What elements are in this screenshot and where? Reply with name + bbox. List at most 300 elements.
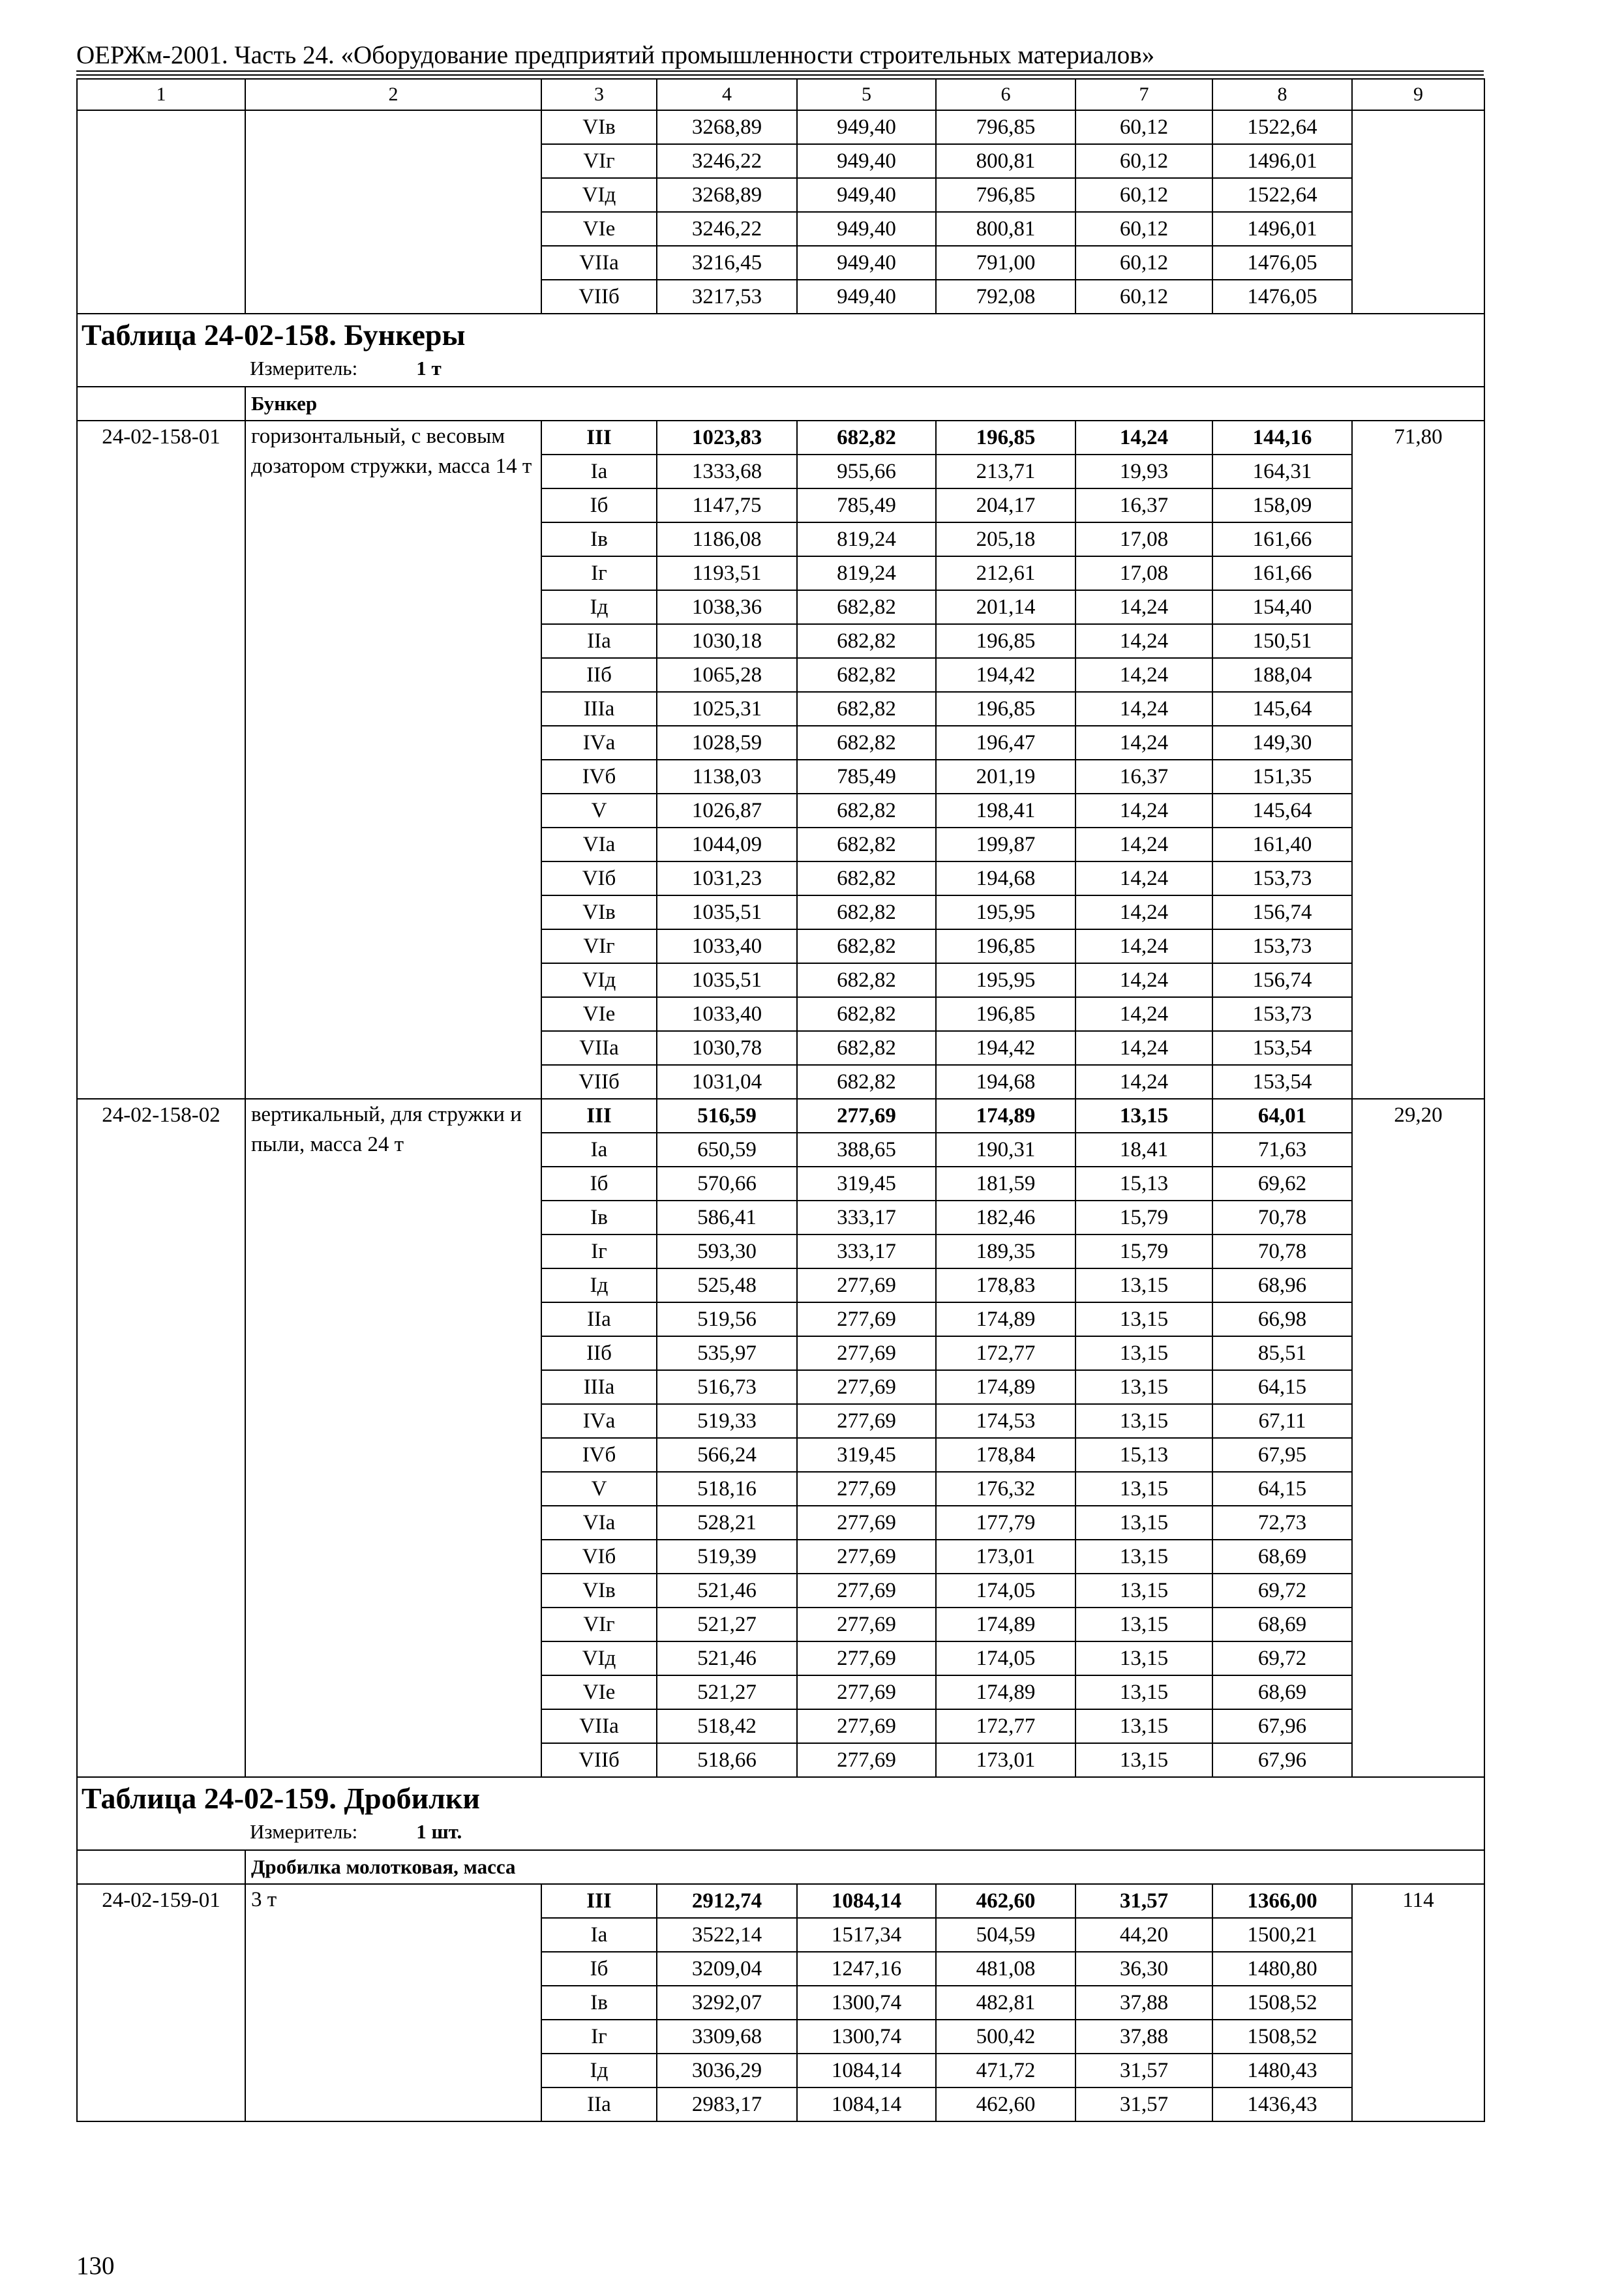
value-cell: 194,68 [936, 1065, 1075, 1099]
value-cell: 277,69 [797, 1675, 936, 1709]
value-cell: 14,24 [1075, 963, 1212, 997]
column-9-value: 71,80 [1352, 421, 1484, 1099]
zone-cell: Iв [541, 522, 657, 556]
value-cell: 3292,07 [657, 1986, 797, 2020]
zone-cell: VIв [541, 110, 657, 144]
zone-cell: IIб [541, 658, 657, 692]
zone-cell: VIв [541, 895, 657, 929]
value-cell: 182,46 [936, 1201, 1075, 1234]
value-cell: 682,82 [797, 828, 936, 861]
value-cell: 277,69 [797, 1540, 936, 1574]
zone-cell: IIа [541, 1302, 657, 1336]
measure-value: 1 т [416, 357, 442, 380]
value-cell: 17,08 [1075, 522, 1212, 556]
table-title: Таблица 24-02-158. Бункеры [82, 318, 466, 352]
value-cell: 2912,74 [657, 1884, 797, 1918]
item-code: 24-02-159-01 [77, 1884, 245, 2121]
value-cell: 481,08 [936, 1952, 1075, 1986]
zone-cell: VIа [541, 1506, 657, 1540]
value-cell: 682,82 [797, 794, 936, 828]
value-cell: 519,56 [657, 1302, 797, 1336]
value-cell: 154,40 [1212, 590, 1352, 624]
value-cell: 1065,28 [657, 658, 797, 692]
value-cell: 14,24 [1075, 929, 1212, 963]
measure-label: Измеритель: [250, 1820, 358, 1843]
value-cell: 68,69 [1212, 1608, 1352, 1641]
value-cell: 2983,17 [657, 2087, 797, 2121]
value-cell: 3246,22 [657, 144, 797, 178]
value-cell: 14,24 [1075, 1031, 1212, 1065]
value-cell: 277,69 [797, 1472, 936, 1506]
value-cell: 190,31 [936, 1133, 1075, 1167]
column-number-cell: 3 [541, 79, 657, 110]
value-cell: 949,40 [797, 178, 936, 212]
value-cell: 174,89 [936, 1099, 1075, 1133]
group-blank-cell [77, 1850, 245, 1884]
value-cell: 1026,87 [657, 794, 797, 828]
value-cell: 17,08 [1075, 556, 1212, 590]
value-cell: 174,89 [936, 1302, 1075, 1336]
zone-cell: III [541, 1099, 657, 1133]
value-cell: 176,32 [936, 1472, 1075, 1506]
value-cell: 60,12 [1075, 280, 1212, 314]
item-name [245, 110, 541, 314]
value-cell: 1480,43 [1212, 2054, 1352, 2087]
value-cell: 18,41 [1075, 1133, 1212, 1167]
value-cell: 3036,29 [657, 2054, 797, 2087]
value-cell: 64,01 [1212, 1099, 1352, 1133]
value-cell: 819,24 [797, 556, 936, 590]
value-cell: 64,15 [1212, 1370, 1352, 1404]
zone-cell: III [541, 421, 657, 455]
value-cell: 277,69 [797, 1302, 936, 1336]
value-cell: 153,54 [1212, 1065, 1352, 1099]
value-cell: 3246,22 [657, 212, 797, 246]
value-cell: 67,96 [1212, 1743, 1352, 1777]
table-row [77, 1884, 1484, 1918]
value-cell: 682,82 [797, 421, 936, 455]
item-code: 24-02-158-02 [77, 1099, 245, 1777]
zone-cell: VIд [541, 178, 657, 212]
value-cell: 518,42 [657, 1709, 797, 1743]
zone-cell: Iв [541, 1201, 657, 1234]
value-cell: 682,82 [797, 1031, 936, 1065]
table-row [77, 421, 1484, 455]
value-cell: 593,30 [657, 1234, 797, 1268]
value-cell: 13,15 [1075, 1506, 1212, 1540]
column-number-cell: 9 [1352, 79, 1484, 110]
value-cell: 3209,04 [657, 1952, 797, 1986]
value-cell: 13,15 [1075, 1268, 1212, 1302]
value-cell: 67,95 [1212, 1438, 1352, 1472]
value-cell: 1500,21 [1212, 1918, 1352, 1952]
value-cell: 819,24 [797, 522, 936, 556]
value-cell: 1522,64 [1212, 178, 1352, 212]
value-cell: 388,65 [797, 1133, 936, 1167]
zone-cell: Iб [541, 1167, 657, 1201]
column-number-cell: 7 [1075, 79, 1212, 110]
value-cell: 212,61 [936, 556, 1075, 590]
value-cell: 1031,04 [657, 1065, 797, 1099]
value-cell: 204,17 [936, 488, 1075, 522]
value-cell: 1436,43 [1212, 2087, 1352, 2121]
value-cell: 37,88 [1075, 2020, 1212, 2054]
value-cell: 13,15 [1075, 1336, 1212, 1370]
value-cell: 150,51 [1212, 624, 1352, 658]
zone-cell: VIе [541, 212, 657, 246]
zone-cell: VIв [541, 1574, 657, 1608]
value-cell: 201,19 [936, 760, 1075, 794]
value-cell: 1300,74 [797, 1986, 936, 2020]
page-number: 130 [76, 2252, 115, 2280]
column-9-value: 29,20 [1352, 1099, 1484, 1777]
column-number-cell: 5 [797, 79, 936, 110]
value-cell: 1496,01 [1212, 144, 1352, 178]
group-label: Бункер [245, 387, 1484, 421]
value-cell: 37,88 [1075, 1986, 1212, 2020]
value-cell: 682,82 [797, 624, 936, 658]
column-number-cell: 4 [657, 79, 797, 110]
value-cell: 70,78 [1212, 1234, 1352, 1268]
value-cell: 3268,89 [657, 110, 797, 144]
value-cell: 949,40 [797, 110, 936, 144]
zone-cell: V [541, 794, 657, 828]
zone-cell: Iг [541, 1234, 657, 1268]
value-cell: 31,57 [1075, 2054, 1212, 2087]
zone-cell: III [541, 1884, 657, 1918]
value-cell: 3216,45 [657, 246, 797, 280]
zone-cell: IIIа [541, 692, 657, 726]
value-cell: 1508,52 [1212, 2020, 1352, 2054]
zone-cell: V [541, 1472, 657, 1506]
value-cell: 177,79 [936, 1506, 1075, 1540]
value-cell: 14,24 [1075, 794, 1212, 828]
page-header: ОЕРЖм-2001. Часть 24. «Оборудование предприятий промышленности строительных материалов» [76, 41, 1155, 69]
header-rule [76, 70, 1484, 76]
value-cell: 1084,14 [797, 2087, 936, 2121]
value-cell: 161,66 [1212, 556, 1352, 590]
value-cell: 64,15 [1212, 1472, 1352, 1506]
zone-cell: IIб [541, 1336, 657, 1370]
value-cell: 586,41 [657, 1201, 797, 1234]
table-title: Таблица 24-02-159. Дробилки [82, 1782, 480, 1815]
value-cell: 1476,05 [1212, 246, 1352, 280]
value-cell: 198,41 [936, 794, 1075, 828]
value-cell: 60,12 [1075, 144, 1212, 178]
value-cell: 68,96 [1212, 1268, 1352, 1302]
column-number-cell: 2 [245, 79, 541, 110]
value-cell: 521,27 [657, 1675, 797, 1709]
zone-cell: VIб [541, 861, 657, 895]
value-cell: 13,15 [1075, 1540, 1212, 1574]
zone-cell: Iд [541, 590, 657, 624]
value-cell: 566,24 [657, 1438, 797, 1472]
value-cell: 161,66 [1212, 522, 1352, 556]
zone-cell: VIг [541, 1608, 657, 1641]
value-cell: 19,93 [1075, 455, 1212, 488]
value-cell: 173,01 [936, 1743, 1075, 1777]
value-cell: 570,66 [657, 1167, 797, 1201]
value-cell: 201,14 [936, 590, 1075, 624]
value-cell: 1028,59 [657, 726, 797, 760]
value-cell: 158,09 [1212, 488, 1352, 522]
group-row [77, 1850, 1484, 1884]
value-cell: 181,59 [936, 1167, 1075, 1201]
measure-line [82, 353, 1479, 383]
value-cell: 1508,52 [1212, 1986, 1352, 2020]
value-cell: 1038,36 [657, 590, 797, 624]
value-cell: 174,89 [936, 1608, 1075, 1641]
value-cell: 174,05 [936, 1641, 1075, 1675]
value-cell: 44,20 [1075, 1918, 1212, 1952]
price-table [76, 78, 1485, 2122]
value-cell: 145,64 [1212, 692, 1352, 726]
column-number-cell: 6 [936, 79, 1075, 110]
value-cell: 277,69 [797, 1743, 936, 1777]
table-body [77, 79, 1484, 2121]
value-cell: 13,15 [1075, 1641, 1212, 1675]
zone-cell: IVа [541, 726, 657, 760]
zone-cell: Iб [541, 488, 657, 522]
value-cell: 277,69 [797, 1370, 936, 1404]
zone-cell: Iа [541, 455, 657, 488]
zone-cell: VIг [541, 929, 657, 963]
value-cell: 516,73 [657, 1370, 797, 1404]
value-cell: 13,15 [1075, 1608, 1212, 1641]
value-cell: 949,40 [797, 144, 936, 178]
value-cell: 196,85 [936, 624, 1075, 658]
value-cell: 521,46 [657, 1641, 797, 1675]
value-cell: 1084,14 [797, 2054, 936, 2087]
value-cell: 682,82 [797, 1065, 936, 1099]
value-cell: 3217,53 [657, 280, 797, 314]
value-cell: 1030,78 [657, 1031, 797, 1065]
value-cell: 796,85 [936, 178, 1075, 212]
value-cell: 1035,51 [657, 963, 797, 997]
value-cell: 277,69 [797, 1506, 936, 1540]
value-cell: 31,57 [1075, 2087, 1212, 2121]
value-cell: 70,78 [1212, 1201, 1352, 1234]
table-title-row [77, 314, 1484, 387]
value-cell: 178,83 [936, 1268, 1075, 1302]
value-cell: 195,95 [936, 963, 1075, 997]
value-cell: 14,24 [1075, 895, 1212, 929]
value-cell: 525,48 [657, 1268, 797, 1302]
value-cell: 14,24 [1075, 997, 1212, 1031]
value-cell: 153,73 [1212, 861, 1352, 895]
value-cell: 178,84 [936, 1438, 1075, 1472]
zone-cell: VIг [541, 144, 657, 178]
value-cell: 13,15 [1075, 1675, 1212, 1709]
value-cell: 13,15 [1075, 1404, 1212, 1438]
table-row [77, 1099, 1484, 1133]
item-name: горизонтальный, с весовым дозатором стружки, масса 14 т [245, 421, 541, 1099]
value-cell: 319,45 [797, 1438, 936, 1472]
item-name: 3 т [245, 1884, 541, 2121]
value-cell: 277,69 [797, 1099, 936, 1133]
value-cell: 156,74 [1212, 963, 1352, 997]
column-number-row [77, 79, 1484, 110]
value-cell: 13,15 [1075, 1472, 1212, 1506]
value-cell: 682,82 [797, 590, 936, 624]
value-cell: 518,66 [657, 1743, 797, 1777]
value-cell: 521,46 [657, 1574, 797, 1608]
item-name: вертикальный, для стружки и пыли, масса 24 т [245, 1099, 541, 1777]
value-cell: 528,21 [657, 1506, 797, 1540]
value-cell: 172,77 [936, 1709, 1075, 1743]
value-cell: 13,15 [1075, 1709, 1212, 1743]
value-cell: 31,57 [1075, 1884, 1212, 1918]
value-cell: 14,24 [1075, 828, 1212, 861]
zone-cell: VIIа [541, 246, 657, 280]
value-cell: 1186,08 [657, 522, 797, 556]
value-cell: 69,62 [1212, 1167, 1352, 1201]
item-code [77, 110, 245, 314]
value-cell: 164,31 [1212, 455, 1352, 488]
value-cell: 682,82 [797, 692, 936, 726]
column-number-cell: 8 [1212, 79, 1352, 110]
table-title-cell [77, 314, 1484, 387]
value-cell: 1023,83 [657, 421, 797, 455]
zone-cell: Iа [541, 1918, 657, 1952]
value-cell: 682,82 [797, 726, 936, 760]
value-cell: 277,69 [797, 1336, 936, 1370]
group-row [77, 387, 1484, 421]
zone-cell: Iг [541, 2020, 657, 2054]
value-cell: 15,13 [1075, 1167, 1212, 1201]
value-cell: 1031,23 [657, 861, 797, 895]
value-cell: 174,53 [936, 1404, 1075, 1438]
value-cell: 1366,00 [1212, 1884, 1352, 1918]
group-label: Дробилка молотковая, масса [245, 1850, 1484, 1884]
value-cell: 14,24 [1075, 861, 1212, 895]
value-cell: 1138,03 [657, 760, 797, 794]
value-cell: 196,85 [936, 929, 1075, 963]
value-cell: 13,15 [1075, 1099, 1212, 1133]
value-cell: 60,12 [1075, 212, 1212, 246]
value-cell: 174,05 [936, 1574, 1075, 1608]
zone-cell: IIIа [541, 1370, 657, 1404]
value-cell: 519,39 [657, 1540, 797, 1574]
value-cell: 796,85 [936, 110, 1075, 144]
value-cell: 500,42 [936, 2020, 1075, 2054]
value-cell: 67,11 [1212, 1404, 1352, 1438]
value-cell: 16,37 [1075, 488, 1212, 522]
value-cell: 277,69 [797, 1709, 936, 1743]
value-cell: 277,69 [797, 1268, 936, 1302]
value-cell: 1193,51 [657, 556, 797, 590]
value-cell: 516,59 [657, 1099, 797, 1133]
value-cell: 14,24 [1075, 658, 1212, 692]
value-cell: 1480,80 [1212, 1952, 1352, 1986]
value-cell: 319,45 [797, 1167, 936, 1201]
zone-cell: VIд [541, 1641, 657, 1675]
zone-cell: Iд [541, 2054, 657, 2087]
value-cell: 144,16 [1212, 421, 1352, 455]
value-cell: 149,30 [1212, 726, 1352, 760]
zone-cell: VIIб [541, 1065, 657, 1099]
value-cell: 682,82 [797, 929, 936, 963]
value-cell: 13,15 [1075, 1743, 1212, 1777]
value-cell: 153,73 [1212, 929, 1352, 963]
value-cell: 949,40 [797, 246, 936, 280]
zone-cell: VIб [541, 1540, 657, 1574]
zone-cell: VIIб [541, 280, 657, 314]
value-cell: 682,82 [797, 658, 936, 692]
value-cell: 14,24 [1075, 421, 1212, 455]
value-cell: 69,72 [1212, 1574, 1352, 1608]
value-cell: 277,69 [797, 1404, 936, 1438]
zone-cell: IIа [541, 2087, 657, 2121]
value-cell: 955,66 [797, 455, 936, 488]
value-cell: 482,81 [936, 1986, 1075, 2020]
value-cell: 333,17 [797, 1234, 936, 1268]
value-cell: 213,71 [936, 455, 1075, 488]
value-cell: 194,68 [936, 861, 1075, 895]
value-cell: 3268,89 [657, 178, 797, 212]
value-cell: 15,79 [1075, 1201, 1212, 1234]
value-cell: 196,47 [936, 726, 1075, 760]
value-cell: 535,97 [657, 1336, 797, 1370]
value-cell: 188,04 [1212, 658, 1352, 692]
value-cell: 277,69 [797, 1608, 936, 1641]
column-9-value: 114 [1352, 1884, 1484, 2121]
value-cell: 462,60 [936, 1884, 1075, 1918]
value-cell: 68,69 [1212, 1675, 1352, 1709]
value-cell: 60,12 [1075, 110, 1212, 144]
value-cell: 471,72 [936, 2054, 1075, 2087]
table-title-row [77, 1777, 1484, 1850]
value-cell: 196,85 [936, 692, 1075, 726]
value-cell: 785,49 [797, 760, 936, 794]
zone-cell: VIе [541, 1675, 657, 1709]
value-cell: 1300,74 [797, 2020, 936, 2054]
value-cell: 1030,18 [657, 624, 797, 658]
value-cell: 800,81 [936, 144, 1075, 178]
value-cell: 15,13 [1075, 1438, 1212, 1472]
value-cell: 14,24 [1075, 590, 1212, 624]
zone-cell: VIIа [541, 1709, 657, 1743]
value-cell: 71,63 [1212, 1133, 1352, 1167]
value-cell: 85,51 [1212, 1336, 1352, 1370]
zone-cell: VIIб [541, 1743, 657, 1777]
value-cell: 521,27 [657, 1608, 797, 1641]
value-cell: 67,96 [1212, 1709, 1352, 1743]
value-cell: 504,59 [936, 1918, 1075, 1952]
value-cell: 174,89 [936, 1370, 1075, 1404]
value-cell: 14,24 [1075, 1065, 1212, 1099]
zone-cell: Iа [541, 1133, 657, 1167]
value-cell: 1496,01 [1212, 212, 1352, 246]
zone-cell: Iг [541, 556, 657, 590]
value-cell: 205,18 [936, 522, 1075, 556]
value-cell: 36,30 [1075, 1952, 1212, 1986]
table-row [77, 110, 1484, 144]
value-cell: 3309,68 [657, 2020, 797, 2054]
value-cell: 196,85 [936, 997, 1075, 1031]
column-9-value [1352, 110, 1484, 314]
value-cell: 69,72 [1212, 1641, 1352, 1675]
value-cell: 194,42 [936, 658, 1075, 692]
value-cell: 151,35 [1212, 760, 1352, 794]
value-cell: 277,69 [797, 1574, 936, 1608]
value-cell: 682,82 [797, 997, 936, 1031]
value-cell: 68,69 [1212, 1540, 1352, 1574]
value-cell: 66,98 [1212, 1302, 1352, 1336]
value-cell: 792,08 [936, 280, 1075, 314]
value-cell: 14,24 [1075, 726, 1212, 760]
value-cell: 1247,16 [797, 1952, 936, 1986]
